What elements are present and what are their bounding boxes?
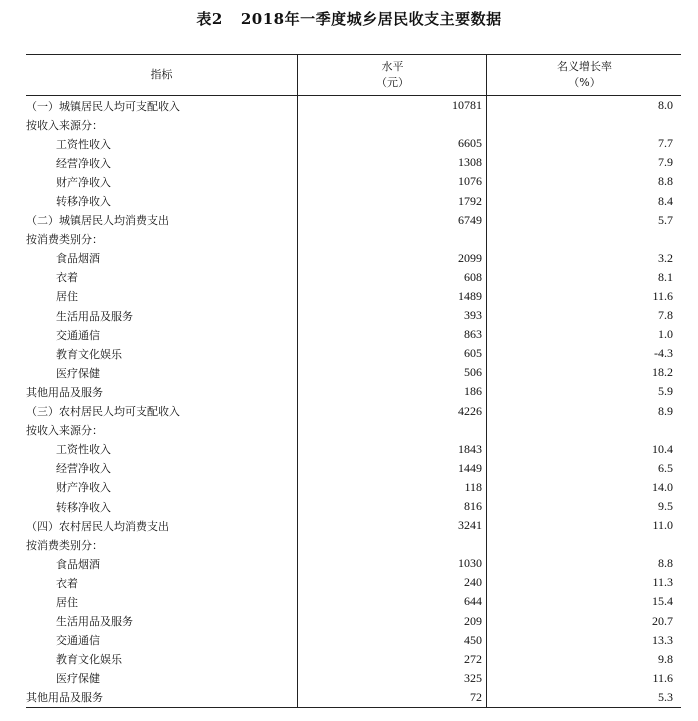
row-level-value: 1076 [458, 174, 482, 189]
row-label: 经营净收入 [56, 462, 111, 476]
table-title [0, 8, 698, 29]
row-level-value: 605 [464, 346, 482, 361]
row-level-value: 2099 [458, 250, 482, 265]
header-level-unit: （元） [376, 76, 409, 89]
row-growth-value: 11.6 [652, 288, 673, 303]
row-label: 转移净收入 [56, 500, 111, 514]
table-row [26, 268, 681, 287]
table-row [26, 134, 681, 153]
row-label: 其他用品及服务 [26, 385, 103, 399]
row-label: 教育文化娱乐 [56, 347, 122, 361]
row-growth-value: 3.2 [658, 250, 673, 265]
row-growth-value: 11.3 [652, 575, 673, 590]
row-level-value: 1792 [458, 193, 482, 208]
row-label: 衣着 [56, 271, 78, 285]
row-growth-value: -4.3 [654, 346, 673, 361]
row-label: 财产净收入 [56, 481, 111, 495]
table-row [26, 592, 681, 611]
row-level-value: 1489 [458, 288, 482, 303]
row-growth-value: 13.3 [652, 632, 673, 647]
table-row [26, 344, 681, 363]
row-growth-value: 5.7 [658, 212, 673, 227]
row-level-value: 608 [464, 269, 482, 284]
table-row [26, 115, 681, 134]
row-label: 居住 [56, 595, 78, 609]
row-level-value: 1449 [458, 460, 482, 475]
row-label: 财产净收入 [56, 175, 111, 189]
table-row [26, 249, 681, 268]
row-growth-value: 20.7 [652, 613, 673, 628]
table-row [26, 306, 681, 325]
row-growth-value: 8.4 [658, 193, 673, 208]
table-row [26, 191, 681, 210]
row-growth-value: 8.0 [658, 98, 673, 113]
table-row [26, 96, 681, 115]
row-growth-value: 9.5 [658, 499, 673, 514]
row-growth-value: 18.2 [652, 365, 673, 380]
row-label: 衣着 [56, 576, 78, 590]
table-row [26, 211, 681, 230]
header-growth-unit: （%） [568, 76, 601, 89]
row-growth-value: 7.9 [658, 155, 673, 170]
header-indicator [26, 55, 297, 95]
table-row [26, 631, 681, 650]
row-growth-value: 8.9 [658, 403, 673, 418]
table-row [26, 554, 681, 573]
row-level-value: 6749 [458, 212, 482, 227]
row-growth-value: 6.5 [658, 460, 673, 475]
table-body [26, 96, 681, 707]
table-row [26, 535, 681, 554]
row-level-value: 1843 [458, 441, 482, 456]
row-growth-value: 8.8 [658, 174, 673, 189]
table-row [26, 325, 681, 344]
row-label: 医疗保健 [56, 366, 100, 380]
table-row [26, 573, 681, 592]
row-growth-value: 1.0 [658, 327, 673, 342]
row-growth-value: 7.8 [658, 308, 673, 323]
row-level-value: 393 [464, 308, 482, 323]
row-label: （一）城镇居民人均可支配收入 [26, 99, 180, 113]
table-row [26, 688, 681, 707]
table-row [26, 172, 681, 191]
row-level-value: 506 [464, 365, 482, 380]
table-row [26, 421, 681, 440]
row-label: 医疗保健 [56, 672, 100, 686]
row-growth-value: 5.3 [658, 689, 673, 704]
row-label: 转移净收入 [56, 195, 111, 209]
row-label: 教育文化娱乐 [56, 653, 122, 667]
table-row [26, 612, 681, 631]
row-growth-value: 11.6 [652, 670, 673, 685]
row-growth-value: 14.0 [652, 479, 673, 494]
row-growth-value: 15.4 [652, 594, 673, 609]
row-label: 交通通信 [56, 328, 100, 342]
table-title-text: 2018年一季度城乡居民收支主要数据 [240, 10, 502, 28]
row-growth-value: 8.8 [658, 556, 673, 571]
row-level-value: 816 [464, 499, 482, 514]
row-growth-value: 10.4 [652, 441, 673, 456]
table-header [26, 55, 681, 96]
row-label: 其他用品及服务 [26, 691, 103, 705]
table-row [26, 516, 681, 535]
row-level-value: 240 [464, 575, 482, 590]
row-label: 按消费类别分： [26, 538, 103, 552]
row-growth-value: 7.7 [658, 136, 673, 151]
row-label: （三）农村居民人均可支配收入 [26, 405, 180, 419]
row-level-value: 1030 [458, 556, 482, 571]
row-label: 按消费类别分： [26, 233, 103, 247]
row-level-value: 10781 [452, 98, 482, 113]
row-level-value: 3241 [458, 518, 482, 533]
table-row [26, 440, 681, 459]
table-row [26, 402, 681, 421]
column-divider [297, 96, 298, 707]
header-indicator-label: 指标 [150, 68, 173, 81]
header-level [297, 55, 487, 95]
row-level-value: 272 [464, 651, 482, 666]
table-row [26, 459, 681, 478]
table-row [26, 478, 681, 497]
row-label: （四）农村居民人均消费支出 [26, 519, 169, 533]
row-label: 生活用品及服务 [56, 615, 133, 629]
row-level-value: 72 [470, 689, 482, 704]
header-level-label: 水平 [381, 60, 404, 73]
row-label: 居住 [56, 290, 78, 304]
row-level-value: 450 [464, 632, 482, 647]
row-growth-value: 8.1 [658, 269, 673, 284]
row-level-value: 6605 [458, 136, 482, 151]
row-label: 食品烟酒 [56, 252, 100, 266]
column-divider [486, 96, 487, 707]
row-level-value: 186 [464, 384, 482, 399]
header-growth-label: 名义增长率 [557, 60, 612, 73]
row-level-value: 1308 [458, 155, 482, 170]
row-label: 生活用品及服务 [56, 309, 133, 323]
row-label: 工资性收入 [56, 443, 111, 457]
row-label: （二）城镇居民人均消费支出 [26, 214, 169, 228]
row-growth-value: 5.9 [658, 384, 673, 399]
row-level-value: 209 [464, 613, 482, 628]
table-row [26, 287, 681, 306]
row-label: 按收入来源分： [26, 424, 103, 438]
row-level-value: 325 [464, 670, 482, 685]
table-row [26, 669, 681, 688]
table-row [26, 497, 681, 516]
row-growth-value: 9.8 [658, 651, 673, 666]
row-level-value: 863 [464, 327, 482, 342]
table-row [26, 650, 681, 669]
row-label: 工资性收入 [56, 137, 111, 151]
row-level-value: 118 [464, 479, 482, 494]
row-label: 交通通信 [56, 634, 100, 648]
table-row [26, 230, 681, 249]
table-row [26, 363, 681, 382]
row-level-value: 644 [464, 594, 482, 609]
header-growth [486, 55, 682, 95]
table-row [26, 382, 681, 401]
data-table [26, 54, 681, 708]
row-label: 按收入来源分： [26, 118, 103, 132]
table-number: 表2 [196, 10, 223, 28]
table-row [26, 153, 681, 172]
row-growth-value: 11.0 [652, 518, 673, 533]
row-label: 食品烟酒 [56, 557, 100, 571]
row-label: 经营净收入 [56, 156, 111, 170]
row-level-value: 4226 [458, 403, 482, 418]
